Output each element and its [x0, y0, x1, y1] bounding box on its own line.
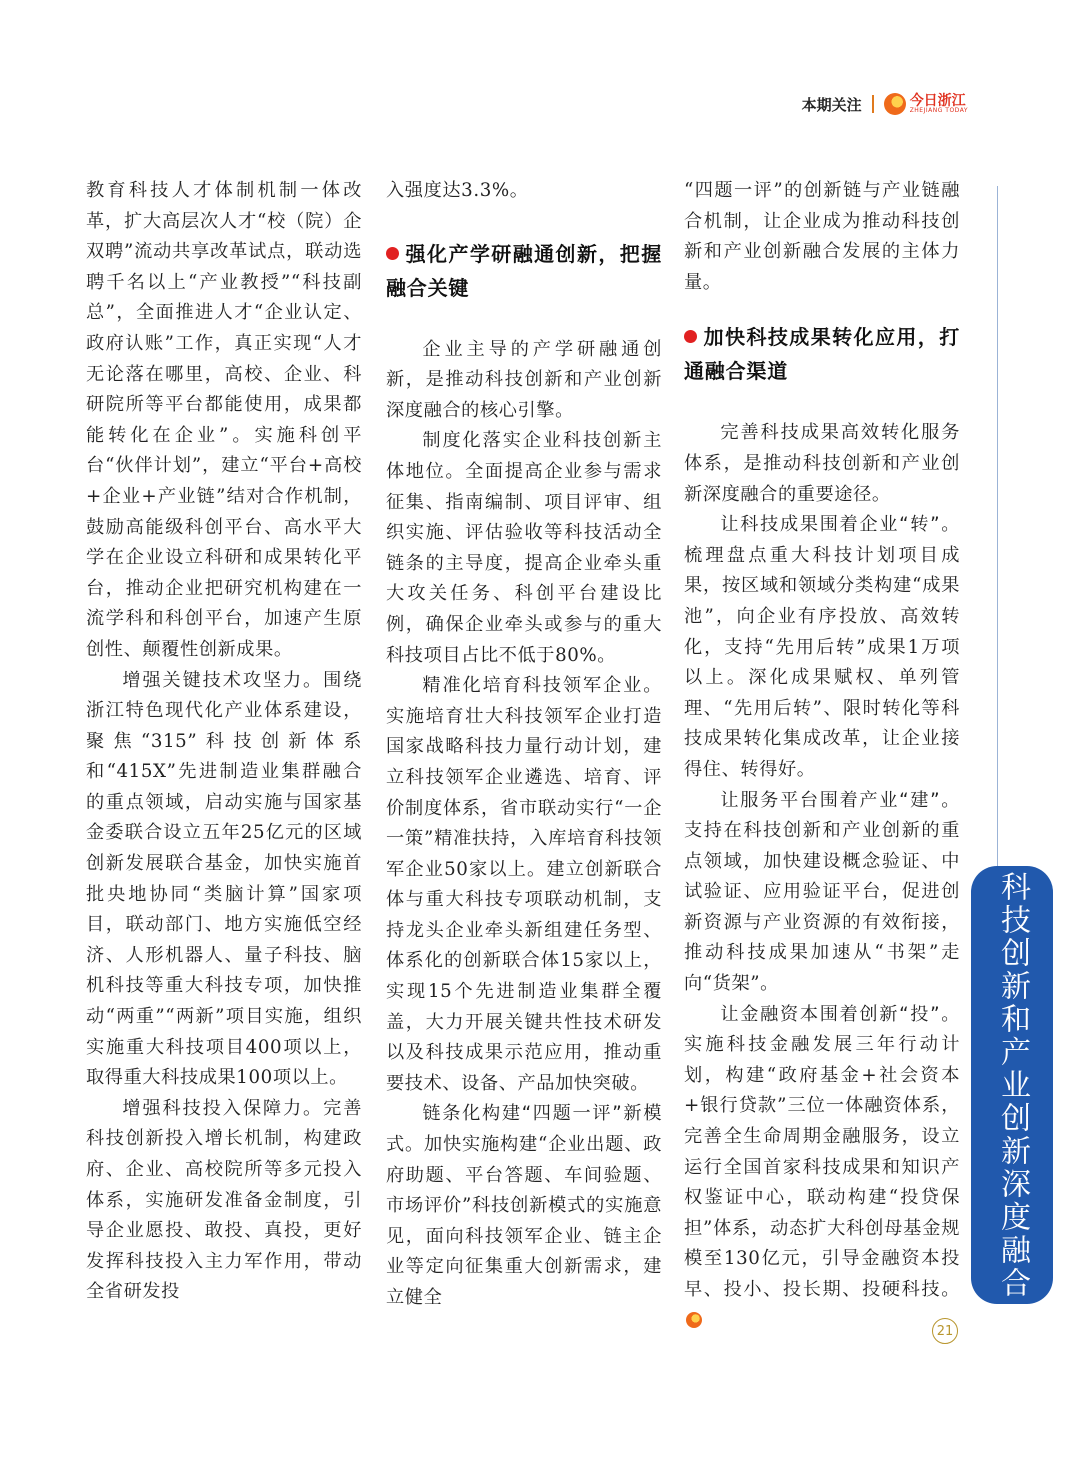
section-heading — [684, 320, 960, 388]
paragraph-body: 围绕浙江特色现代化产业体系建设，聚焦“315”科技创新体系和“415X”先进制造业集群融合的重点领域，启动实施与国家基金委联合设立五年25亿元的区域创新发展联合基金，加快实施首批央地协同“类脑计算”国家项目，联动部门、地方实施低空经济、人形机器人、量子科技、脑机科技等重大科技专项，加快推动“两重”“两新”项目实施，组织实施重大科技项目400项以上，取得重大科技成果100项以上。 — [86, 669, 362, 1089]
bullet-icon — [684, 330, 697, 343]
paragraph — [386, 426, 662, 671]
paragraph-body: 全面提高企业参与需求征集、指南编制、项目评审、组织实施、评估验收等科技活动全链条的主导度，提高企业牵头重大攻关任务、科创平台建设比例，确保企业牵头或参与的重大科技项目占比不低于80%。 — [386, 460, 662, 666]
logo-english: ZHEJIANG TODAY — [909, 107, 968, 114]
paragraph-lead: 链条化构建“四题一评”新模式。 — [386, 1103, 662, 1156]
paragraph — [684, 1000, 960, 1337]
paragraph-lead: 制度化落实企业科技创新主体地位。 — [386, 430, 662, 482]
logo-text — [910, 94, 968, 114]
paragraph-body: 加快实施构建“企业出题、政府助题、平台答题、车间验题、市场评价”科技创新模式的实施意见，面向科技领军企业、链主企业等定向征集重大创新需求，建立健全 — [386, 1134, 662, 1308]
paragraph — [684, 786, 960, 1000]
logo-icon — [884, 93, 906, 115]
paragraph: 教育科技人才体制机制一体改革，扩大高层次人才“校（院）企双聘”流动共享改革试点，联动选聘千名以上“产业教授”“科技副总”，全面推进人才“企业认定、政府认账”工作，真正实现“人才无论落在哪里，高校、企业、科研院所等平台都能使用，成果都能转化在企业”。实施科创平台“伙伴计划”，建立“平台+高校+企业+产业链”结对合作机制，鼓励高能级科创平台、高水平大学在企业设立科研和成果转化平台，推动企业把研究机构建在一流学科和科创平台，加速产生原创性、颠覆性创新成果。 — [86, 180, 362, 660]
paragraph — [86, 666, 362, 1094]
paragraph-lead: 让服务平台围着产业“建”。 — [720, 789, 960, 811]
paragraph-body: 支持在科技创新和产业创新的重点领域，加快建设概念验证、中试验证、应用验证平台，促进创新资源与产业资源的有效衔接，推动科技成果加速从“书架”走向“货架”。 — [684, 820, 960, 995]
paragraph: “四题一评”的创新链与产业链融合机制，让企业成为推动科技创新和产业创新融合发展的主体力量。 — [684, 180, 960, 293]
paragraph-body: 完善科技创新投入增长机制，构建政府、企业、高校院所等多元投入体系，实施研发准备金制度，引导企业愿投、敢投、真投，更好发挥科技投入主力军作用，带动全省研发投 — [86, 1097, 362, 1303]
section-title: 本期关注 — [801, 95, 862, 114]
paragraph-body: 实施培育壮大科技领军企业打造国家战略科技力量行动计划，建立科技领军企业遴选、培育、评价制度体系，省市联动实行“一企一策”精准扶持，入库培育科技领军企业50家以上。建立创新联合体与重大科技专项联动机制，支持龙头企业牵头新组建任务型、体系化的创新联合体15家以上，实现15个先进制造业集群全覆盖，大力开展关键共性技术研发以及科技成果示范应用，推动重要技术、设备、产品加快突破。 — [386, 705, 662, 1094]
paragraph: 企业主导的产学研融通创新，是推动科技创新和产业创新深度融合的核心引擎。 — [386, 338, 662, 421]
paragraph — [684, 510, 960, 785]
paragraph-lead: 让金融资本围着创新“投”。 — [720, 1003, 960, 1025]
publication-logo — [884, 93, 968, 115]
page-number: 21 — [932, 1318, 958, 1344]
paragraph — [386, 1099, 662, 1313]
heading-text: 强化产学研融通创新，把握融合关键 — [386, 241, 662, 300]
paragraph — [386, 671, 662, 1099]
column-2 — [386, 176, 662, 1314]
header-divider — [872, 95, 874, 113]
page-header — [802, 88, 968, 120]
paragraph-lead: 让科技成果围着企业“转”。 — [720, 514, 960, 536]
paragraph: 完善科技成果高效转化服务体系，是推动科技创新和产业创新深度融合的重要途径。 — [684, 422, 960, 505]
column-1 — [86, 176, 362, 1308]
section-side-tab — [971, 866, 1053, 1304]
side-tab-label: 科技创新和产业创新深度融合 — [995, 870, 1030, 1300]
paragraph-lead: 增强关键技术攻坚力。 — [122, 669, 324, 691]
bullet-icon — [386, 247, 399, 260]
paragraph-lead: 精准化培育科技领军企业。 — [422, 675, 662, 697]
logo-chinese: 今日浙江 — [909, 93, 966, 109]
paragraph: 入强度达3.3%。 — [386, 180, 529, 201]
heading-text: 加快科技成果转化应用，打通融合渠道 — [684, 325, 960, 384]
paragraph-lead: 增强科技投入保障力。 — [122, 1097, 324, 1119]
paragraph-body: 梳理盘点重大科技计划项目成果，按区域和领域分类构建“成果池”，向企业有序投放、高效转化，支持“先用后转”成果1万项以上。深化成果赋权、单列管理、“先用后转”、限时转化等科技成果转化集成改革，让企业接得住、转得好。 — [684, 544, 960, 780]
column-3 — [684, 176, 960, 1336]
paragraph — [86, 1094, 362, 1308]
margin-rule — [997, 186, 998, 866]
end-mark-icon — [686, 1312, 702, 1328]
paragraph-body: 实施科技金融发展三年行动计划，构建“政府基金+社会资本+银行贷款”三位一体融资体系，完善全生命周期金融服务，设立运行全国首家科技成果和知识产权鉴证中心，联动构建“投贷保担”体系，动态扩大科创母基金规模至130亿元，引导金融资本投早、投小、投长期、投硬科技。 — [684, 1034, 960, 1300]
section-heading — [386, 237, 662, 305]
